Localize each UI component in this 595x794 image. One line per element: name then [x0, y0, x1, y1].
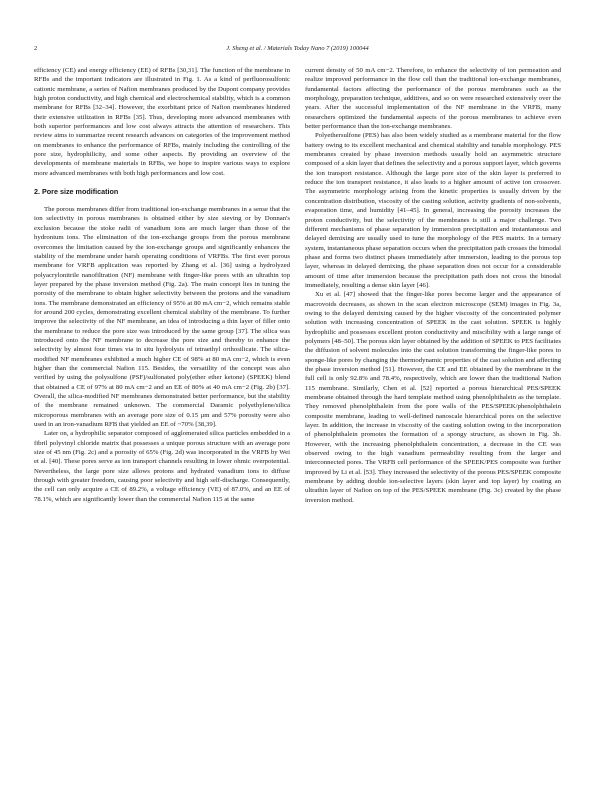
right-column — [305, 66, 561, 505]
paragraph-current-density: current density of 50 mA cm−2. Therefore, to enhance the selectivity of ion permeation and realize improved performance in the flow cell than the traditional ion-exchange membranes, fundamental factors affecting the performance of the porous membranes such as the morphology, preparation technique, additives, and so on were researched extensively over the years. After the successful implementation of the NF membrane in the VRFB, many researchers optimized the fundamental aspects of the porous membranes to achieve even better performance than the ion-exchange membranes. — [305, 67, 561, 131]
section-heading: 2. Pore size modification — [34, 187, 119, 197]
running-head: J. Sheng et al. / Materials Today Nano 7 (2019) 100044 — [226, 45, 369, 52]
paragraph-intro-continued: efficiency (CE) and energy efficiency (EE) of RFBs [30,31]. The function of the membrane in RFBs and the important indicators are illustrated in Fig. 1. As a kind of perfluorosulfonic cationic membrane, a series of Nafion membranes produced by the Dupont company provides high proton conductivity, and high chemical and electrochemical stability, which is a common membrane for RFBs [32–34]. However, the exorbitant price of Nafion membranes hindered their extensive utilization in RFBs [35]. Thus, developing more advanced membranes with both superior performances and low cost always attracts the attention of researchers. This review aims to summarize recent research advances on categories of the improvement method on membranes to enhance the performance of RFBs, mainly including the controlling of the pore size, hydrophilicity, and some other aspects. By providing an overview of the developments of membrane materials in RFBs, we hope to inspire various ways to explore more advanced membranes with both high performances and low cost. — [34, 67, 290, 177]
page-header — [34, 45, 561, 59]
page-number: 2 — [34, 45, 38, 52]
paragraph-polyethersulfone: Polyethersulfone (PES) has also been widely studied as a membrane material for the flow battery owing to its excellent mechanical and chemical stability and tunable morphology. PES membranes created by phase inversion methods usually hold an asymmetric structure composed of a skin layer that defines the selectivity and a porous support layer, which governs the ion transport resistance. Although the large pore size of the skin layer is preferred to reduce the ion transport resistance, it also leads to a higher amount of active ion crossover. The asymmetric morphology arising from the kinetic properties is usually driven by the concentration distribution, viscosity of the casting solution, activity gradients of non-solvents, evaporation time, and humidity [41–45]. In general, increasing the porosity increases the proton conductivity, but the selectivity of the membranes is still a major challenge. Two different mechanisms of phase separation by immersion precipitation and instantaneous and delayed demixing are usually used to tune the morphology of the PES matrix. In a ternary system, instantaneous phase separation occurs when the precipitation path crosses the bimodal phase and forms two distinct phases immediately after immersion, leading to the porous top layer, whereas in delayed demixing, the phase separation does not occur for a considerable amount of time after immersion because the precipitation path does not cross the binodal immediately, resulting a dense skin layer [46]. — [305, 132, 561, 289]
left-column — [34, 66, 290, 504]
paragraph-xu-et-al: Xu et al. [47] showed that the finger-like pores become larger and the appearance of macrovoids decreases, as shown in the scan electron microscope (SEM) images in Fig. 3a, owing to the delayed demixing caused by the higher viscosity of the concentrated polymer solution with increasing concentration of SPEEK in the cast solution. SPEEK is highly hydrophilic and possesses excellent proton conductivity and miscibility with a large range of polymers [48–50]. The porous skin layer obtained by the addition of SPEEK to PES facilitates the diffusion of solvent molecules into the cast solution transforming the finger-like pores to sponge-like pores by changing the thermodynamic properties of the cast solution and affecting the phase inversion method [51]. However, the CE and EE obtained by the membrane in the full cell is only 92.8% and 78.4%, respectively, which are lower than the traditional Nafion 115 membrane. Similarly, Chen et al. [52] reported a porous hierarchical PES/SPEEK membrane obtained through the hard template method using phenolphthalein as the template. They removed phenolphthalein from the pore walls of the PES/SPEEK/phenolphthalein composite membrane, leading to well-defined nanoscale hierarchical pores on the selective layer. In addition, the increase in viscosity of the casting solution owing to the incorporation of phenolphthalein promotes the formation of a spongy structure, as shown in Fig. 3b. However, with the increasing phenolphthalein concentration, a decrease in the CE was observed owing to the high vanadium permeability resulting from the larger and interconnected pores. The VRFB cell performance of the SPEEK/PES composite was further improved by Li et al. [53]. They increased the selectivity of the porous PES/SPEEK composite membrane by adding double ion-selective layers (skin layer and top layer) by coating an ultrathin layer of Nafion on top of the PES/SPEEK membrane (Fig. 3c) created by the phase inversion method. — [305, 291, 561, 504]
paragraph-hydrophilic-separator: Later on, a hydrophilic separator composed of agglomerated silica particles embedded in a fibril polyvinyl chloride matrix that possesses a unique porous structure with an average pore size of 45 nm (Fig. 2c) and a porosity of 65% (Fig. 2d) was incorporated in the VRFB by Wei et al. [40]. These pores serve as ion transport channels resulting in lower ohmic overpotential. Nevertheless, the large pore size allows protons and hydrated vanadium ions to diffuse through with greater freedom, causing poor selectivity and high self-discharge. Consequently, the cell can only acquire a CE of 89.2%, a voltage efficiency (VE) of 87.0%, and an EE of 78.1%, which are significantly lower than the commercial Nafion 115 at the same — [34, 430, 290, 503]
paragraph-porous-membranes: The porous membranes differ from traditional ion-exchange membranes in a sense that the ion selectivity in porous membranes is obtained either by size sieving or by Donnan's exclusion because the stoke radii of vanadium ions are much larger than those of the hydronium ions. The elimination of the ion-exchange groups from the porous membrane overcomes the limitation caused by the ion-exchange groups and significantly enhances the stability of the membrane under harsh operating conditions of VRFBs. The first ever porous membrane for VRFB application was reported by Zhang et al. [36] using a hydrolyzed polyacrylonitrile nanofiltration (NF) membrane with finger-like pores with an ultrathin top layer prepared by the phase inversion method (Fig. 2a). The main concept lies in tuning the porosity of the membrane to obtain higher selectivity between the protons and the vanadium ions. The membrane demonstrated an efficiency of 95% at 80 mA cm−2, which remains stable for around 200 cycles, demonstrating excellent chemical stability of the membrane. To further improve the selectivity of the NF membrane, an idea of introducing a thin layer of filler onto the membrane to reduce the pore size was introduced by the same group [37]. The silica was introduced onto the NF membrane to decrease the pore size and thereby to enhance the selectivity by almost four times via in situ hydrolysis of tetraethyl orthosilicate. The silica-modified NF membranes exhibited a much higher CE of 98% at 80 mA cm−2, which is even higher than the commercial Nafion 115. Besides, the versatility of the concept was also verified by using the polysulfone (PSF)/sulfonated poly(ether ether ketone) (SPEEK) blend that obtained a CE of 97% at 80 mA cm−2 and an EE of 80% at 40 mA cm−2 (Fig. 2b) [37]. Overall, the silica-modified NF membranes demonstrated better performance, but the stability of the membrane remained unknown. The commercial Daramic polyethylene/silica microporous membranes with an average pore size of 0.15 μm and 57% porosity were also used in an iron-vanadium RFB that yielded an EE of ~70% [38,39]. — [34, 206, 290, 429]
